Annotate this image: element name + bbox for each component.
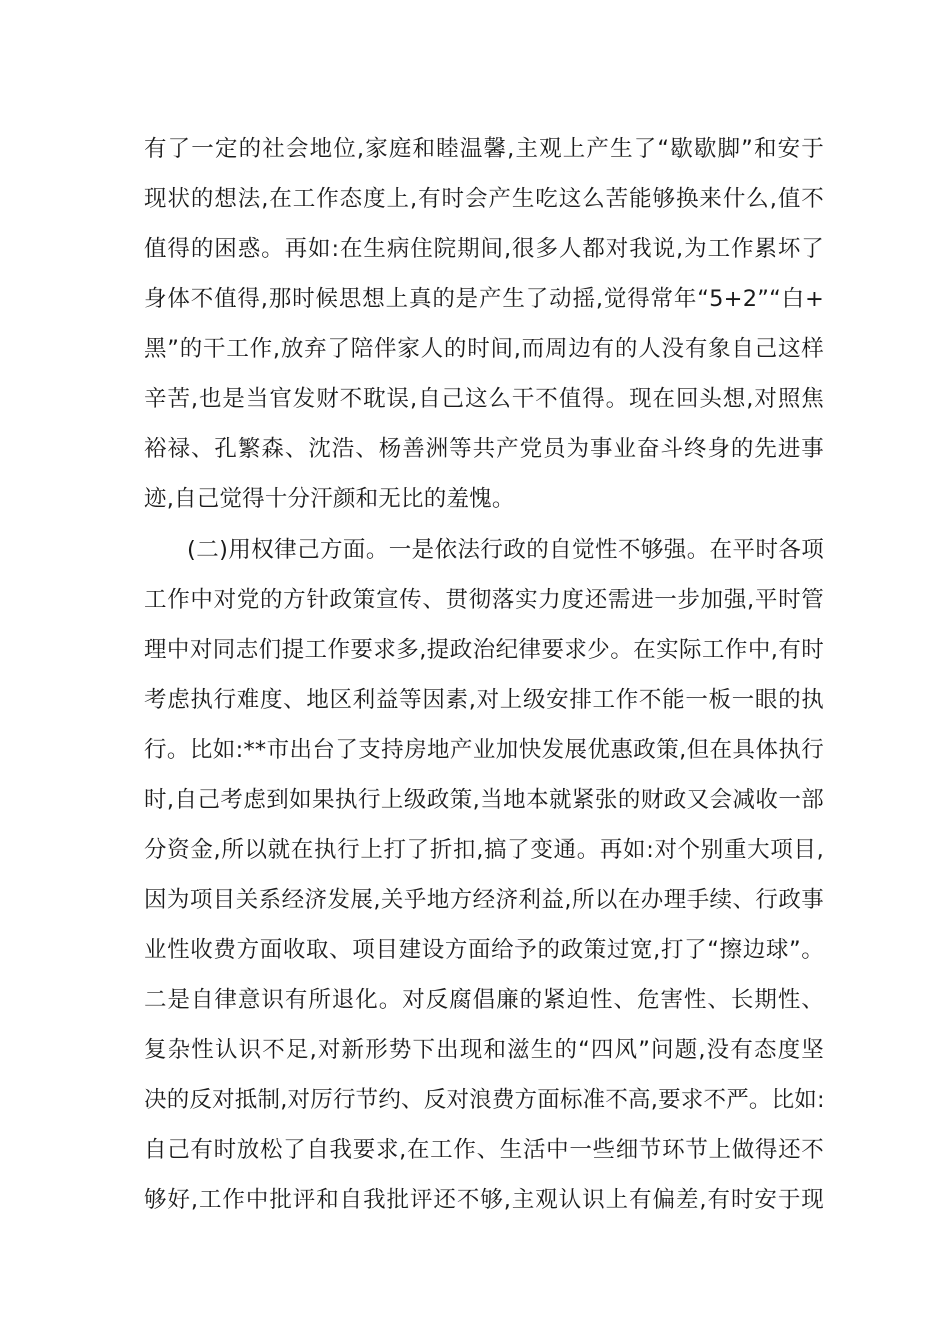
text-line: 身体不值得,那时候思想上真的是产生了动摇,觉得常年“5+2”“白+ — [144, 286, 824, 312]
text-line: 二是自律意识有所退化。对反腐倡廉的紧迫性、危害性、长期性、 — [144, 987, 824, 1013]
text-line: 时,自己考虑到如果执行上级政策,当地本就紧张的财政又会减收一部 — [144, 787, 824, 813]
text-line: 有了一定的社会地位,家庭和睦温馨,主观上产生了“歇歇脚”和安于 — [144, 136, 824, 162]
text-line: 值得的困惑。再如:在生病住院期间,很多人都对我说,为工作累坏了 — [144, 236, 824, 262]
text-line: 辛苦,也是当官发财不耽误,自己这么干不值得。现在回头想,对照焦 — [144, 386, 824, 412]
text-line: 业性收费方面收取、项目建设方面给予的政策过宽,打了“擦边球”。 — [144, 937, 824, 963]
text-line: 工作中对党的方针政策宣传、贯彻落实力度还需进一步加强,平时管 — [144, 587, 824, 613]
text-line: 自己有时放松了自我要求,在工作、生活中一些细节环节上做得还不 — [144, 1137, 824, 1163]
text-line: 裕禄、孔繁森、沈浩、杨善洲等共产党员为事业奋斗终身的先进事 — [144, 436, 824, 462]
text-line: 因为项目关系经济发展,关乎地方经济利益,所以在办理手续、行政事 — [144, 887, 824, 913]
text-line: 复杂性认识不足,对新形势下出现和滋生的“四风”问题,没有态度坚 — [144, 1037, 824, 1063]
text-line: 够好,工作中批评和自我批评还不够,主观认识上有偏差,有时安于现 — [144, 1187, 824, 1213]
text-line: 分资金,所以就在执行上打了折扣,搞了变通。再如:对个别重大项目, — [144, 837, 824, 863]
text-line: 现状的想法,在工作态度上,有时会产生吃这么苦能够换来什么,值不 — [144, 186, 824, 212]
text-line: 行。比如:**市出台了支持房地产业加快发展优惠政策,但在具体执行 — [144, 737, 824, 763]
text-line: 考虑执行难度、地区利益等因素,对上级安排工作不能一板一眼的执 — [144, 687, 824, 713]
paragraph-heading-line: (二)用权律己方面。一是依法行政的自觉性不够强。在平时各项 — [187, 537, 824, 563]
text-line: 理中对同志们提工作要求多,提政治纪律要求少。在实际工作中,有时 — [144, 637, 824, 663]
text-line: 决的反对抵制,对厉行节约、反对浪费方面标准不高,要求不严。比如: — [144, 1087, 825, 1113]
text-line: 黑”的干工作,放弃了陪伴家人的时间,而周边有的人没有象自己这样 — [144, 336, 824, 362]
text-line: 迹,自己觉得十分汗颜和无比的羞愧。 — [144, 486, 515, 512]
